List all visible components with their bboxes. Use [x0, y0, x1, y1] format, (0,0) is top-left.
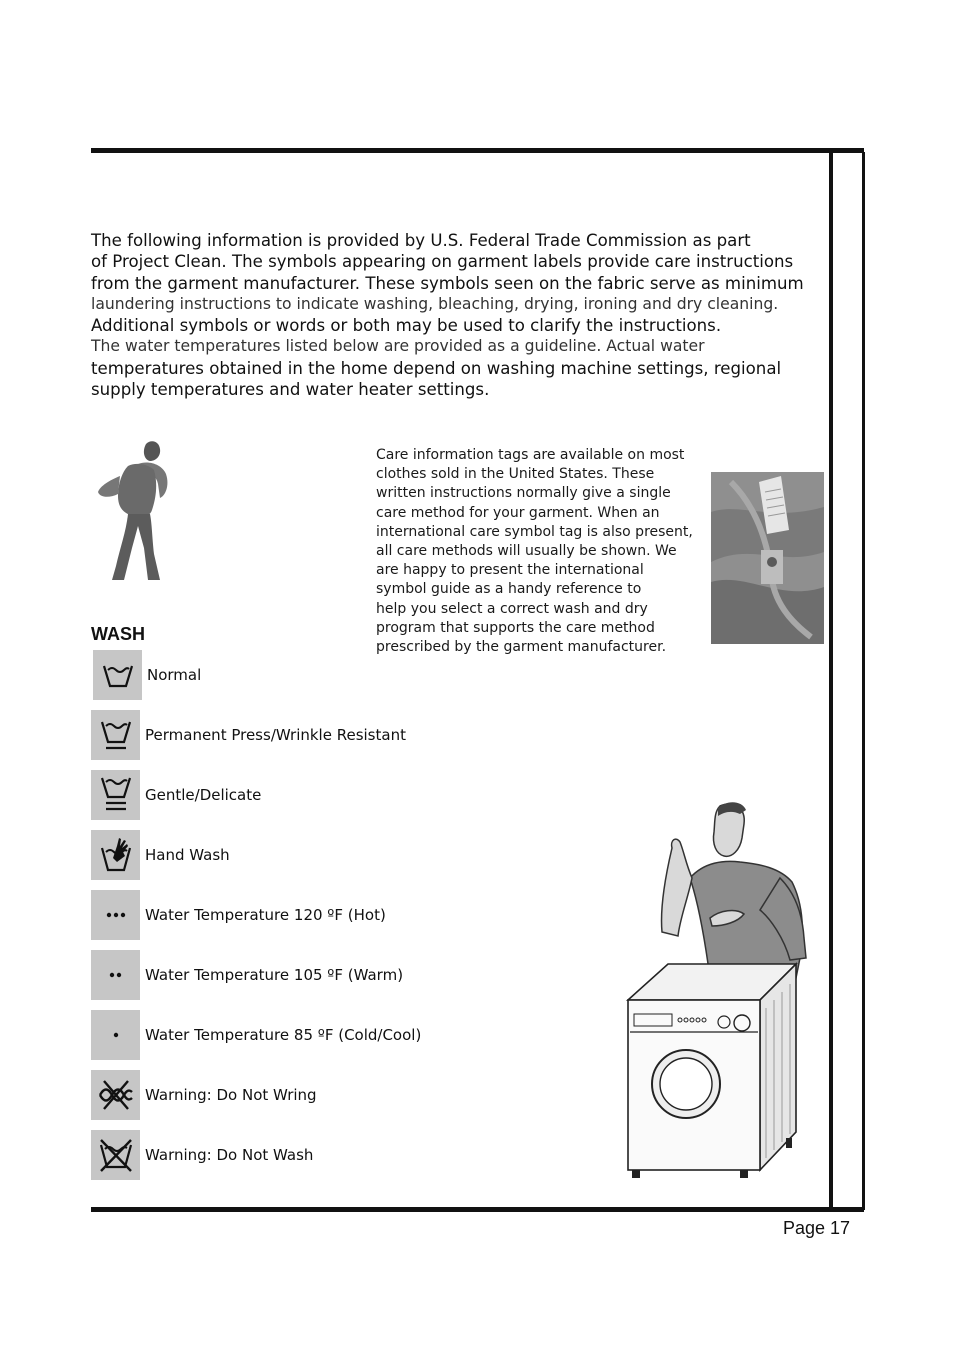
wash-symbol-row	[91, 770, 261, 820]
care-line: all care methods will usually be shown. We	[376, 543, 677, 560]
care-line: international care symbol tag is also present,	[376, 523, 693, 540]
wash-tub-icon	[93, 650, 142, 700]
intro-line: The following information is provided by U.S. Federal Trade Commission as part	[91, 231, 751, 250]
intro-line: of Project Clean. The symbols appearing on garment labels provide care instructions	[91, 252, 794, 272]
wash-symbol-row	[93, 650, 201, 700]
care-line: care method for your garment. When an	[376, 504, 660, 521]
page-number: Page 17	[783, 1218, 851, 1238]
hand-wash-icon	[91, 830, 140, 880]
symbol-label: Hand Wash	[145, 846, 230, 864]
care-info-text	[376, 446, 710, 657]
garment-tag-photo	[711, 472, 824, 644]
wash-heading: WASH	[91, 624, 145, 644]
wash-symbol-row	[91, 890, 386, 940]
care-line: are happy to present the international	[376, 562, 644, 579]
bottom-rule	[91, 1207, 864, 1212]
intro-line: Additional symbols or words or both may be used to clarify the instructions.	[91, 316, 722, 336]
top-rule	[91, 148, 864, 153]
wash-symbol-row	[91, 1130, 313, 1180]
wash-symbol-row	[91, 1070, 317, 1120]
care-line: symbol guide as a handy reference to	[376, 581, 642, 598]
care-line: Care information tags are available on most	[376, 447, 685, 463]
man-with-washer-illustration	[620, 798, 812, 1182]
care-line: written instructions normally give a single	[376, 485, 671, 502]
intro-line: temperatures obtained in the home depend on washing machine settings, regional	[91, 358, 782, 378]
symbol-label: Water Temperature 120 ºF (Hot)	[145, 906, 386, 924]
care-line: clothes sold in the United States. These	[376, 466, 655, 483]
care-line: help you select a correct wash and dry	[376, 600, 648, 617]
one-dot-icon	[91, 1010, 140, 1060]
wash-symbol-row	[91, 830, 230, 880]
symbol-label: Warning: Do Not Wash	[145, 1146, 314, 1164]
permanent-press-icon	[91, 710, 140, 760]
symbol-label: Water Temperature 85 ºF (Cold/Cool)	[145, 1026, 422, 1044]
gentle-delicate-icon	[91, 770, 140, 820]
do-not-wring-icon	[91, 1070, 140, 1120]
care-line: prescribed by the garment manufacturer.	[376, 639, 667, 656]
care-line: program that supports the care method	[376, 619, 655, 636]
intro-line: supply temperatures and water heater settings.	[91, 380, 490, 400]
intro-line: from the garment manufacturer. These symbols seen on the fabric serve as minimum	[91, 273, 804, 293]
symbol-label: Gentle/Delicate	[145, 786, 262, 804]
symbol-label: Normal	[147, 666, 202, 684]
three-dots-icon	[91, 890, 140, 940]
side-bar	[829, 152, 865, 1210]
wash-symbol-row	[91, 1010, 421, 1060]
intro-line: laundering instructions to indicate washing, bleaching, drying, ironing and dry cleaning.	[91, 294, 779, 313]
symbol-label: Water Temperature 105 ºF (Warm)	[145, 966, 404, 984]
wash-symbol-row	[91, 950, 403, 1000]
woman-illustration	[88, 436, 170, 582]
do-not-wash-icon	[91, 1130, 140, 1180]
symbol-label: Warning: Do Not Wring	[145, 1086, 317, 1104]
wash-symbol-row	[91, 710, 406, 760]
intro-line: The water temperatures listed below are provided as a guideline. Actual water	[91, 337, 705, 356]
two-dots-icon	[91, 950, 140, 1000]
intro-text	[91, 230, 831, 400]
symbol-label: Permanent Press/Wrinkle Resistant	[145, 726, 406, 744]
